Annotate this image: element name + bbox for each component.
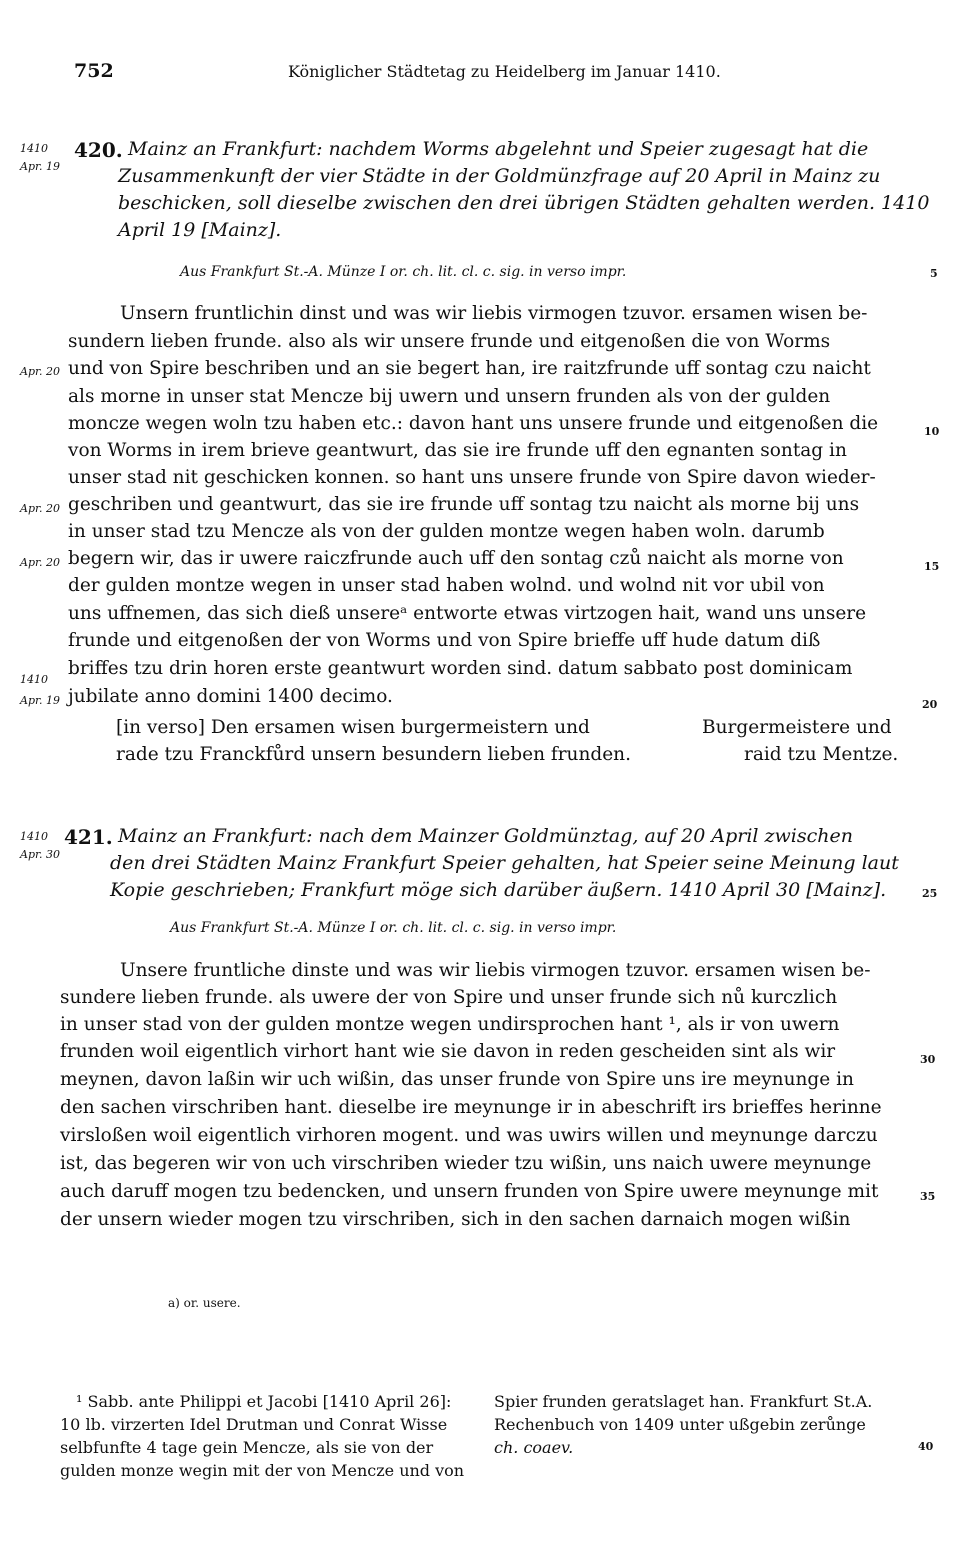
sender-line: raid tzu Mentze. [744,744,899,765]
footnote-line: gulden monze wegin mit der von Mencze und von [60,1461,465,1480]
regest-line: April 19 [Mainz]. [118,219,282,241]
line-number: 25 [922,887,938,900]
text-line: frunde und eitgenoßen der von Worms und von Spire brieffe uff hude datum diß [68,630,821,651]
address-line: rade tzu Franckfůrd unsern besundern lieben frunden. [116,744,631,765]
line-number: 35 [920,1190,936,1203]
text-line: Unsern fruntlichin dinst und was wir liebis virmogen tzuvor. ersamen wisen be- [120,303,868,324]
text-line: sundere lieben frunde. als uwere der von Spire und unser frunde sich nů kurczlich [60,987,838,1008]
text-line: moncze wegen woln tzu haben etc.: davon hant uns unsere frunde und eitgenoßen die [68,413,879,434]
footnote-line: ¹ Sabb. ante Philippi et Jacobi [1410 April 26]: [76,1392,452,1411]
apparatus-note: a) or. usere. [168,1296,241,1310]
margin-date: Apr. 20 [20,502,61,515]
regest-line: Mainz an Frankfurt: nach dem Mainzer Goldmünztag, auf 20 April zwischen [118,825,853,847]
margin-date: Apr. 19 [20,694,61,707]
sender-line: Burgermeistere und [702,717,892,738]
text-line: der unsern wieder mogen tzu virschriben, sich in den sachen darnaich mogen wißin [60,1209,851,1230]
text-line: den sachen virschriben hant. dieselbe ire meynunge ir in abeschrift irs brieffes herinne [60,1097,882,1118]
regest-line: beschicken, soll dieselbe zwischen den drei übrigen Städten gehalten werden. 1410 [118,192,930,214]
line-number: 20 [922,698,938,711]
text-line: und von Spire beschriben und an sie begert han, ire raitzfrunde uff sontag czu naicht [68,358,871,379]
page-number: 752 [74,60,114,82]
margin-date: Apr. 20 [20,556,61,569]
text-line: in unser stad tzu Mencze als von der gulden montze wegen haben woln. darumb [68,521,825,542]
footnote-line: selbfunfte 4 tage gein Mencze, als sie von der [60,1438,434,1457]
text-line: Unsere fruntliche dinste und was wir liebis virmogen tzuvor. ersamen wisen be- [120,960,871,981]
text-line: von Worms in irem brieve geantwurt, das sie ire frunde uff den egnanten sontag in [68,440,847,461]
text-line: jubilate anno domini 1400 decimo. [68,686,393,707]
text-line: geschriben und geantwurt, das sie ire frunde uff sontag tzu naicht als morne bij uns [68,494,860,515]
text-line: briffes tzu drin horen erste geantwurt worden sind. datum sabbato post dominicam [68,658,853,679]
text-line: uns uffnemen, das sich dieß unsereᵃ entworte etwas virtzogen hait, wand uns unsere [68,603,867,624]
footnote-line: 10 lb. virzerten Idel Drutman und Conrat Wisse [60,1415,448,1434]
text-line: auch daruff mogen tzu bedencken, und unsern frunden von Spire uwere meynunge mit [60,1181,879,1202]
text-line: als morne in unser stat Mencze bij uwern und unsern frunden als von der gulden [68,386,831,407]
source-line: Aus Frankfurt St.-A. Münze I or. ch. lit. cl. c. sig. in verso impr. [170,920,617,936]
text-line: in unser stad von der gulden montze wegen undirsprochen hant ¹, als ir von uwern [60,1014,840,1035]
running-title: Königlicher Städtetag zu Heidelberg im Januar 1410. [288,62,721,81]
text-line: meynen, davon laßin wir uch wißin, das unser frunde von Spire uns ire meynunge in [60,1069,854,1090]
document-number: 421. [64,825,113,849]
regest-line: Kopie geschrieben; Frankfurt möge sich darüber äußern. 1410 April 30 [Mainz]. [110,879,887,901]
regest-line: Zusammenkunft der vier Städte in der Goldmünzfrage auf 20 April in Mainz zu [118,165,881,187]
text-line: der gulden montze wegen in unser stad haben wolnd. und wolnd nit vor ubil von [68,575,825,596]
margin-date: Apr. 20 [20,365,61,378]
line-number: 5 [930,267,938,280]
text-line: sundern lieben frunde. also als wir unsere frunde und eitgenoßen die von Worms [68,331,831,352]
line-number: 15 [924,560,940,573]
footnote-line: ch. coaev. [494,1438,574,1457]
margin-date-day: Apr. 19 [20,160,61,173]
line-number: 10 [924,425,940,438]
document-number: 420. [74,138,123,162]
address-line: [in verso] Den ersamen wisen burgermeistern und [116,717,590,738]
margin-date: 1410 [20,673,48,686]
footnote-line: Rechenbuch von 1409 unter ußgebin zerůnge [494,1415,866,1434]
margin-date-year: 1410 [20,830,48,843]
regest-line: den drei Städten Mainz Frankfurt Speier gehalten, hat Speier seine Meinung laut [110,852,899,874]
margin-date-day: Apr. 30 [20,848,61,861]
text-line: begern wir, das ir uwere raiczfrunde auch uff den sontag czů naicht als morne von [68,548,844,569]
source-line: Aus Frankfurt St.-A. Münze I or. ch. lit. cl. c. sig. in verso impr. [180,264,627,280]
text-line: virsloßen woil eigentlich virhoren mogent. und was uwirs willen und meynunge darczu [60,1125,878,1146]
margin-date-year: 1410 [20,142,48,155]
text-line: unser stad nit geschicken konnen. so hant uns unsere frunde von Spire davon wieder- [68,467,876,488]
line-number: 40 [918,1440,934,1453]
text-line: ist, das begeren wir von uch virschriben wieder tzu wißin, uns naich uwere meynunge [60,1153,872,1174]
text-line: frunden woil eigentlich virhort hant wie sie davon in reden gescheiden sint als wir [60,1041,836,1062]
line-number: 30 [920,1053,936,1066]
footnote-line: Spier frunden geratslaget han. Frankfurt St.A. [494,1392,873,1411]
regest-line: Mainz an Frankfurt: nachdem Worms abgelehnt und Speier zugesagt hat die [128,138,869,160]
